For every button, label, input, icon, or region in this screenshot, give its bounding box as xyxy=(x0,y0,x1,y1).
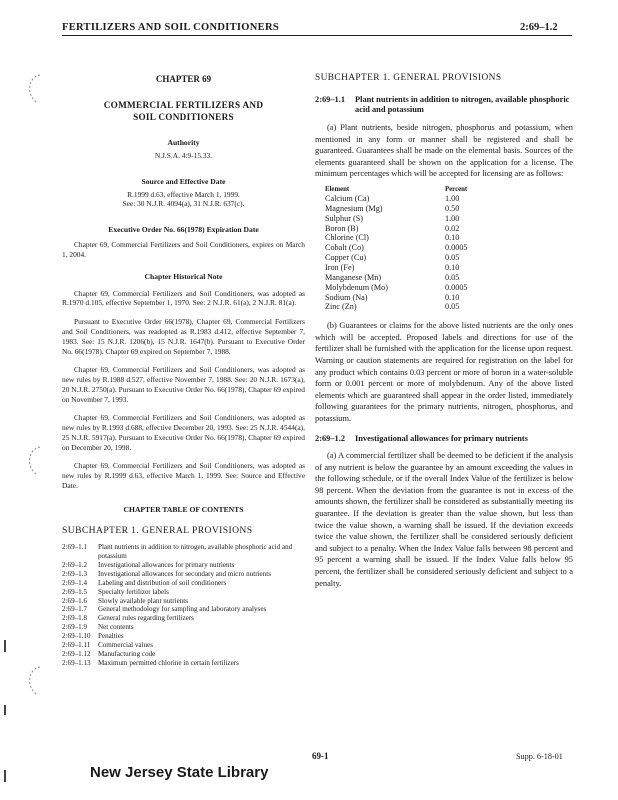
percent-cell: 0.05 xyxy=(445,253,460,263)
source-text-2: See: 30 N.J.R. 4094(a), 31 N.J.R. 637(c). xyxy=(122,199,245,209)
element-cell: Copper (Cu) xyxy=(325,253,367,263)
toc-title: Commercial values xyxy=(98,640,153,649)
toc-number: 2:69–1.5 xyxy=(62,587,88,596)
margin-mark xyxy=(4,770,6,782)
toc-row xyxy=(62,641,305,650)
section-number: 2:69–1.1 xyxy=(315,94,346,104)
historical-note-heading: Chapter Historical Note xyxy=(144,271,223,281)
running-header-section: 2:69–1.2 xyxy=(520,22,558,33)
percent-cell: 0.50 xyxy=(445,203,460,213)
toc-title: Manufacturing code xyxy=(98,649,156,658)
percent-cell: 1.00 xyxy=(445,194,460,204)
source-heading: Source and Effective Date xyxy=(141,176,226,186)
toc-title: Investigational allowances for primary nutrients xyxy=(98,561,235,570)
page-number: 69-1 xyxy=(312,751,329,761)
toc-heading: CHAPTER TABLE OF CONTENTS xyxy=(123,504,244,514)
running-header-title: FERTILIZERS AND SOIL CONDITIONERS xyxy=(62,22,279,33)
section-paragraph: (a) Plant nutrients, beside nitrogen, phosphorus and potassium, when mentioned in any form or manner shall be registered and shall be guaranteed. Guarantees shall be made on the elemental basis. Sources of the elements guaranteed shall be shown on the application for a license. The minimum percentages which will be accepted for licensing are as follows: xyxy=(315,122,573,179)
header-rule xyxy=(62,35,572,36)
percent-cell: 0.10 xyxy=(445,263,460,272)
chapter-title-line-2: SOIL CONDITIONERS xyxy=(133,111,234,122)
table-row xyxy=(325,302,468,312)
toc-title: Investigational allowances for secondary and micro nutrients xyxy=(98,569,271,578)
toc-title: General methodology for sampling and laboratory analyses xyxy=(98,605,267,614)
punch-hole-mark xyxy=(22,664,48,698)
percent-cell: 0.05 xyxy=(445,302,460,312)
chapter-number: CHAPTER 69 xyxy=(155,74,212,84)
table-row xyxy=(325,263,468,273)
toc-title: Labeling and distribution of soil conditioners xyxy=(98,578,227,587)
section-number: 2:69–1.2 xyxy=(315,433,346,443)
table-row xyxy=(325,273,468,283)
section-heading xyxy=(315,95,573,116)
table-row xyxy=(325,293,468,303)
toc-number: 2:69–1.6 xyxy=(62,596,88,605)
element-cell: Molybdenum (Mo) xyxy=(325,282,388,292)
toc-number: 2:69–1.10 xyxy=(62,631,91,640)
subchapter-heading: SUBCHAPTER 1. GENERAL PROVISIONS xyxy=(315,73,502,83)
authority-text: N.J.S.A. 4:9-15.33. xyxy=(154,150,213,160)
toc-title: Maximum permitted chlorine in certain fertilizers xyxy=(98,658,239,667)
toc-number: 2:69–1.7 xyxy=(62,605,88,614)
element-cell: Chlorine (Cl) xyxy=(325,233,369,243)
toc-row xyxy=(62,632,305,641)
element-cell: Manganese (Mn) xyxy=(325,272,382,282)
toc-title: Specialty fertilizer labels xyxy=(98,587,169,596)
percent-cell: 0.0005 xyxy=(445,282,468,292)
table-row xyxy=(325,194,468,204)
toc-title: Penalties xyxy=(98,631,124,640)
source-text-1: R.1999 d.63, effective March 1, 1999. xyxy=(127,189,240,199)
toc-number: 2:69–1.4 xyxy=(62,578,88,587)
toc-row xyxy=(62,588,305,597)
historical-note-paragraph: Chapter 69, Commercial Fertilizers and Soil Conditioners, was adopted as new rules by R.1999 d.63, effective March 1, 1999. See: Source and Effective Date. xyxy=(62,461,305,490)
punch-hole-mark xyxy=(22,72,48,106)
chapter-title xyxy=(62,100,305,124)
executive-order-heading: Executive Order No. 66(1978) Expiration Date xyxy=(108,225,259,235)
table-row xyxy=(325,283,468,293)
table-row xyxy=(325,204,468,214)
section-paragraph: (b) Guarantees or claims for the above listed nutrients are the only ones which will be accepted. Proposed labels and directions for use of the fertilizer shall be furnished with the application for the license upon request. Warning or caution statements are required for registration on the label for any product which contains 0.03 percent or more of boron in a water-soluble form or 0.001 percent or more of molybdenum. Any of the above listed elements which are guaranteed shall appear in the order listed, immediately following guarantees for the primary nutrients, nitrogen, phosphorus, and potassium. xyxy=(315,321,573,423)
authority-heading: Authority xyxy=(167,137,200,147)
toc-title: Net contents xyxy=(98,623,134,632)
percent-cell: 0.10 xyxy=(445,292,460,302)
element-cell: Sodium (Na) xyxy=(325,292,368,302)
toc-row xyxy=(62,543,305,561)
toc-list xyxy=(62,543,305,667)
table-row xyxy=(325,243,468,253)
historical-note-paragraph: Chapter 69, Commercial Fertilizers and Soil Conditioners, was adopted as new rules by R.1993 d.688, effective December 20, 1993. See: 25 N.J.R. 4544(a), 25 N.J.R. 5917(a). Pursuant to Executive Order No. 66(1978), Chapter 69 expired on December 20, 1998. xyxy=(62,413,305,452)
supplement-date: Supp. 6-18-01 xyxy=(516,752,563,761)
toc-title: Slowly available plant nutrients xyxy=(98,596,189,605)
toc-row xyxy=(62,623,305,632)
toc-number: 2:69–1.3 xyxy=(62,569,88,578)
toc-row xyxy=(62,570,305,579)
toc-subchapter: SUBCHAPTER 1. GENERAL PROVISIONS xyxy=(62,524,253,536)
toc-row xyxy=(62,605,305,614)
toc-number: 2:69–1.11 xyxy=(62,640,91,649)
historical-note-paragraph: Chapter 69, Commercial Fertilizers and Soil Conditioners, was adopted as R.1970 d.105, effective September 1, 1970. See: 2 N.J.R. 61(a), 2 N.J.R. 81(a). xyxy=(62,288,305,308)
chapter-title-line-1: COMMERCIAL FERTILIZERS AND xyxy=(103,99,264,110)
table-header-row xyxy=(325,186,468,194)
punch-hole-mark xyxy=(22,444,48,478)
nutrient-table xyxy=(325,186,468,312)
element-cell: Iron (Fe) xyxy=(325,263,355,272)
table-row xyxy=(325,253,468,263)
left-column xyxy=(62,70,305,667)
element-cell: Magnesium (Mg) xyxy=(325,203,383,213)
library-watermark: New Jersey State Library xyxy=(90,764,269,781)
toc-row xyxy=(62,650,305,659)
table-header-element: Element xyxy=(325,185,350,193)
toc-number: 2:69–1.1 xyxy=(62,543,88,552)
toc-number: 2:69–1.13 xyxy=(62,658,91,667)
percent-cell: 0.0005 xyxy=(445,243,468,253)
historical-note-paragraph: Pursuant to Executive Order 66(1978), Chapter 69, Commercial Fertilizers and Soil Conditioners, was readopted as R.1983 d.412, effective September 7, 1983. See: 15 N.J.R. 1206(b), 15 N.J.R. 1647(b). Pursuant to Executive Order No. 66(1978), Chapter 69 expired on September 7, 1988. xyxy=(62,317,305,356)
percent-cell: 0.10 xyxy=(445,233,460,243)
executive-order-text: Chapter 69, Commercial Fertilizers and Soil Conditioners, expires on March 1, 2004. xyxy=(62,240,305,259)
section-title: Plant nutrients in addition to nitrogen, available phosphoric acid and potassium xyxy=(355,94,570,115)
percent-cell: 0.05 xyxy=(445,272,460,282)
element-cell: Calcium (Ca) xyxy=(325,194,370,204)
toc-row xyxy=(62,659,305,668)
toc-row xyxy=(62,579,305,588)
toc-row xyxy=(62,614,305,623)
right-column xyxy=(315,70,573,598)
margin-mark xyxy=(4,640,6,652)
toc-number: 2:69–1.2 xyxy=(62,561,88,570)
section-heading xyxy=(315,434,573,445)
percent-cell: 0.02 xyxy=(445,223,460,233)
element-cell: Cobalt (Co) xyxy=(325,243,364,253)
toc-title: General rules regarding fertilizers xyxy=(98,614,194,623)
toc-title: Plant nutrients in addition to nitrogen, available phosphoric acid and potassium xyxy=(98,543,293,561)
toc-number: 2:69–1.8 xyxy=(62,614,88,623)
toc-row xyxy=(62,597,305,606)
margin-mark xyxy=(4,705,6,715)
table-row xyxy=(325,233,468,243)
element-cell: Zinc (Zn) xyxy=(325,302,357,312)
historical-note-paragraph: Chapter 69, Commercial Fertilizers and Soil Conditioners, was adopted as new rules by R.1988 d.527, effective November 7, 1988. See: 20 N.J.R. 1673(a), 20 N.J.R. 2750(a). Pursuant to Executive Order No. 66(1978), Chapter 69 expired on November 7, 1993. xyxy=(62,365,305,404)
section-title: Investigational allowances for primary nutrients xyxy=(355,433,528,443)
toc-number: 2:69–1.9 xyxy=(62,623,88,632)
element-cell: Boron (B) xyxy=(325,223,359,233)
table-header-percent: Percent xyxy=(445,185,468,193)
percent-cell: 1.00 xyxy=(445,213,460,223)
element-cell: Sulphur (S) xyxy=(325,213,363,223)
table-row xyxy=(325,224,468,234)
toc-number: 2:69–1.12 xyxy=(62,649,91,658)
table-row xyxy=(325,214,468,224)
toc-row xyxy=(62,561,305,570)
section-paragraph: (a) A commercial fertilizer shall be deemed to be deficient if the analysis of any nutrient is below the guarantee by an amount exceeding the values in the following schedule, or if the overall Index Value of the fertilizer is below 98 percent. When the deviation from the guarantee is not in excess of the amounts shown, the fertilizer shall be considered as substantially meeting its guarantee. If the deviation is greater than the value shown, but less than twice the value shown, a warning shall be issued. If the deviation exceeds twice the value shown, the fertilizer shall be considered seriously deficient and subject to a penalty. When the Index Value falls between 98 percent and 95 percent a warning shall be issued. If the Index Value falls below 95 percent, the fertilizer shall be considered seriously deficient and subject to a penalty. xyxy=(315,451,573,588)
